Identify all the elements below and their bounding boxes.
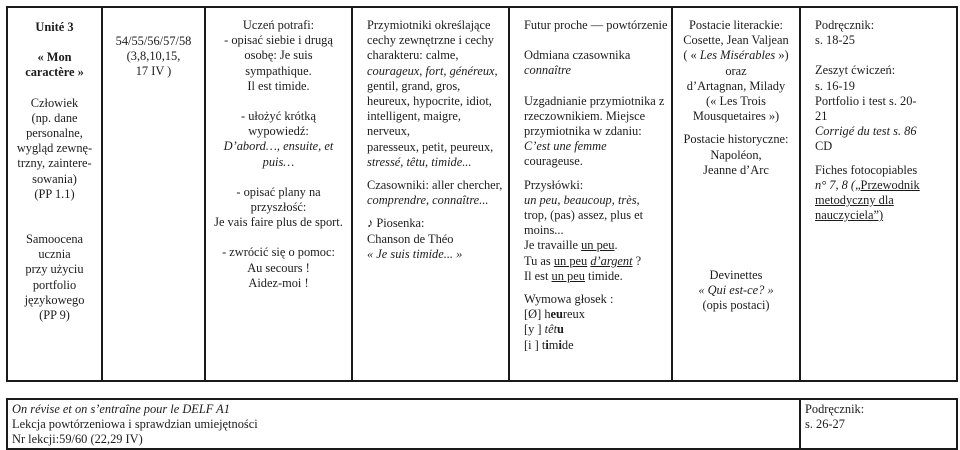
skill-line: osobę: Je suis [244,48,313,63]
curriculum-row [7,7,957,381]
vocab-line: charakteru: calme, [367,48,459,63]
revision-line: On révise et on s’entraîne pour le DELF A1 [12,402,230,416]
textbook-label: Podręcznik: [815,18,875,32]
music-note-icon: ♪ [367,216,374,231]
lesson-numbers-line: 17 IV ) [135,64,172,79]
culture-line: Cosette, Jean Valjean [683,33,789,48]
verbs-line: comprendre, connaître... [367,193,489,208]
skills-cell [205,7,352,381]
fiches-line: n° 7, 8 („Przewodnik [815,177,920,192]
vocab-line: stressé, têtu, timide... [367,154,472,169]
culture-line: Napoléon, [710,147,762,162]
song-label: Piosenka: [376,216,425,231]
fiches-line: Fiches fotocopiables [815,162,918,177]
textbook-pages: s. 18-25 [815,33,855,48]
vocab-line: heureux, hypocrite, idiot, [367,94,492,109]
topic-line: trzny, zaintere- [17,156,92,171]
culture-line: (« Les Trois [706,94,766,109]
skill-line: D’abord…, ensuite, et [223,139,334,154]
skill-line: - ułożyć krótką [240,109,316,124]
skill-line: Au secours ! [247,260,310,275]
vocab-line: Przymiotniki określające [367,18,491,32]
workbook-label: Zeszyt ćwiczeń: [815,63,896,78]
grammar-line: Futur proche — powtórzenie [524,18,668,32]
portfolio-line: 21 [815,109,828,124]
example-sentence: Tu as un peu d’argent ? [524,253,642,268]
culture-line: Postacie historyczne: [683,132,789,147]
culture-cell [672,7,800,381]
devinettes-line: (opis postaci) [702,298,770,313]
adverbs-label: Przysłówki: [524,177,584,192]
skill-line: - opisać siebie i drugą [224,33,333,48]
fiches-line: metodyczny dla [815,193,894,208]
pronunciation-line: [Ø] heureux [524,307,585,322]
revision-line: Nr lekcji:59/60 (22,29 IV) [12,432,143,447]
unit-name-line: caractère » [25,65,84,80]
portfolio-line: Portfolio i test s. 20- [815,93,917,108]
lesson-numbers-line: 54/55/56/57/58 [115,34,192,48]
revision-textbook-label: Podręcznik: [805,402,865,416]
skill-line: wypowiedź: [248,124,309,139]
devinettes-label: Devinettes [709,268,763,283]
revision-line: Lekcja powtórzeniowa i sprawdzian umiejętności [12,417,258,432]
assessment-line: portfolio [32,277,77,292]
verbs-line: Czasowniki: aller chercher, [367,178,503,193]
corrige-line: Corrigé du test s. 86 [815,124,917,139]
skill-line: Je vais faire plus de sport. [214,215,343,230]
vocabulary-cell [352,7,509,381]
topic-line: sowania) [32,171,77,186]
vocab-line: paresseux, petit, peureux, [367,139,494,154]
unit-name-line: « Mon [37,50,72,65]
grammar-line: courageuse. [524,154,583,169]
grammar-cell [509,7,672,381]
revision-info-cell [7,399,800,449]
materials-cell [800,7,957,381]
grammar-line: przymiotnika w zdaniu: [524,124,642,139]
skill-line: przyszłość: [250,200,307,215]
skill-line: sympathique. [245,63,312,78]
curriculum-table [6,6,958,382]
assessment-line: (PP 9) [39,308,70,323]
culture-line: d’Artagnan, Milady [686,78,786,93]
example-sentence: Il est un peu timide. [524,268,623,283]
song-line [367,216,506,231]
grammar-line: rzeczownikiem. Miejsce [524,108,646,123]
vocab-line: gentil, grand, gros, [367,78,461,93]
workbook-pages: s. 16-19 [815,78,855,93]
skill-line: puis… [262,154,295,169]
fiches-line: nauczyciela”) [815,208,884,223]
vocab-line: intelligent, maigre, nerveux, [367,109,461,139]
grammar-line: connaître [524,63,572,78]
topic-line: wygląd zewnę- [16,141,93,156]
cd-line: CD [815,139,833,154]
devinettes-line: « Qui est-ce? » [698,283,774,298]
skill-line: - zwrócić się o pomoc: [222,245,335,260]
grammar-line: Uzgadnianie przymiotnika z [524,93,665,108]
skills-heading: Uczeń potrafi: [242,18,315,32]
grammar-line: C’est une femme [524,139,607,154]
culture-line: Jeanne d’Arc [703,162,769,177]
song-quote: « Je suis timide... » [367,246,463,261]
skill-line: Aidez-moi ! [248,275,309,290]
pronunciation-line: [i ] timide [524,337,574,352]
unit-cell [7,7,102,381]
example-sentence: Je travaille un peu. [524,238,618,253]
skill-line: Il est timide. [247,78,310,93]
grammar-line: Odmiana czasownika [524,48,631,63]
lesson-numbers-line: (3,8,10,15, [126,49,181,64]
topic-line: Człowiek [30,95,79,110]
song-title: Chanson de Théo [367,231,454,246]
topic-line: (np. dane [31,110,78,125]
revision-textbook-pages: s. 26-27 [805,417,845,432]
lesson-numbers-cell [102,7,205,381]
pronunciation-line: [y ] têtu [524,322,564,337]
culture-line: ( « Les Misérables ») oraz [683,48,789,78]
assessment-line: językowego [24,292,85,307]
revision-textbook-cell [800,399,957,449]
topic-line: personalne, [26,126,83,141]
adverbs-line: trop, (pas) assez, plus et [524,208,644,223]
vocab-line: courageux, fort, généreux, [367,63,498,78]
topic-line: (PP 1.1) [34,186,75,201]
culture-line: Postacie literackie: [689,18,783,32]
assessment-line: Samoocena [25,232,84,247]
unit-title: Unité 3 [35,20,74,34]
revision-row [7,399,957,449]
vocab-line: cechy zewnętrzne i cechy [367,33,494,48]
assessment-line: ucznia [38,247,71,262]
adverbs-line: moins... [524,223,564,238]
pronunciation-label: Wymowa głosek : [524,292,614,307]
culture-line: Mousquetaires ») [692,109,780,124]
adverbs-line: un peu, beaucoup, très, [524,192,640,207]
skill-line: - opisać plany na [236,184,321,199]
revision-table [6,398,958,450]
assessment-line: przy użyciu [25,262,84,277]
